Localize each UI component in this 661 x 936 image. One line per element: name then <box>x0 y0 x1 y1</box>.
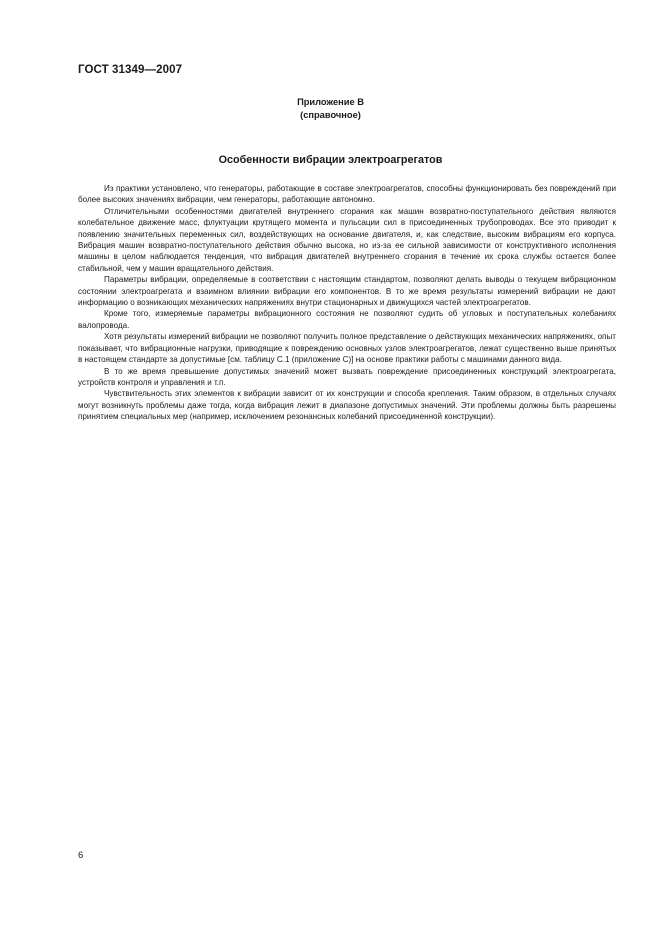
appendix-note: (справочное) <box>300 110 361 120</box>
body-text <box>78 183 616 423</box>
paragraph: В то же время превышение допустимых значений может вызвать повреждение присоединенных конструкций электроагрегата, устройств контроля и управления и т.п. <box>78 366 616 387</box>
appendix-title: Приложение В <box>297 97 364 107</box>
page-number: 6 <box>78 850 84 861</box>
appendix-heading <box>0 96 661 122</box>
paragraph: Кроме того, измеряемые параметры вибрационного состояния не позволяют судить об угловых и поступательных колебаниях валопровода. <box>78 309 616 330</box>
paragraph: Хотя результаты измерений вибрации не позволяют получить полное представление о действующих механических напряжениях, опыт показывает, что вибрационные нагрузки, приводящие к повреждению основных узлов электроагрегатов, лежат существенно выше принятых в настоящем стандарте за допустимые [см. таблицу С.1 (приложение С)] на основе практики работы с машинами данного вида. <box>78 332 616 365</box>
document-header: ГОСТ 31349—2007 <box>78 64 183 76</box>
section-title: Особенности вибрации электроагрегатов <box>218 154 443 166</box>
paragraph: Параметры вибрации, определяемые в соответствии с настоящим стандартом, позволяют делать выводы о текущем вибрационном состоянии электроагрегата и взаимном влиянии вибрации его компонентов. В то же время результаты измерений вибрации не дают информацию о возникающих механических напряжениях внутри стационарных и движущихся частей электроагрегатов. <box>78 275 616 308</box>
paragraph: Из практики установлено, что генераторы, работающие в составе электроагрегатов, способны функционировать без повреждений при более высоких значениях вибрации, чем генераторы, работающие автономно. <box>78 184 616 205</box>
paragraph: Чувствительность этих элементов к вибрации зависит от их конструкции и способа крепления. Таким образом, в отдельных случаях могут возникнуть проблемы даже тогда, когда вибрация лежит в диапазоне допустимых значений. Эти проблемы должны быть разрешены принятием специальных мер (например, исключением резонансных колебаний присоединенной конструкции). <box>78 389 616 422</box>
paragraph: Отличительными особенностями двигателей внутреннего сгорания как машин возвратно-поступательного действия являются колебательное движение масс, флуктуации крутящего момента и пульсации сил в присоединенных трубопроводах. Все это приводит к появлению значительных переменных сил, воздействующих на основание двигателя, и, как следствие, высоким вибрациям его корпуса. Вибрация машин возвратно-поступательного действия обычно высока, но из-за ее сильной зависимости от конструктивного исполнения машины в целом наблюдается тенденция, что вибрация двигателей внутреннего сгорания в течение их срока службы остается более стабильной, чем у машин вращательного действия. <box>78 206 616 273</box>
